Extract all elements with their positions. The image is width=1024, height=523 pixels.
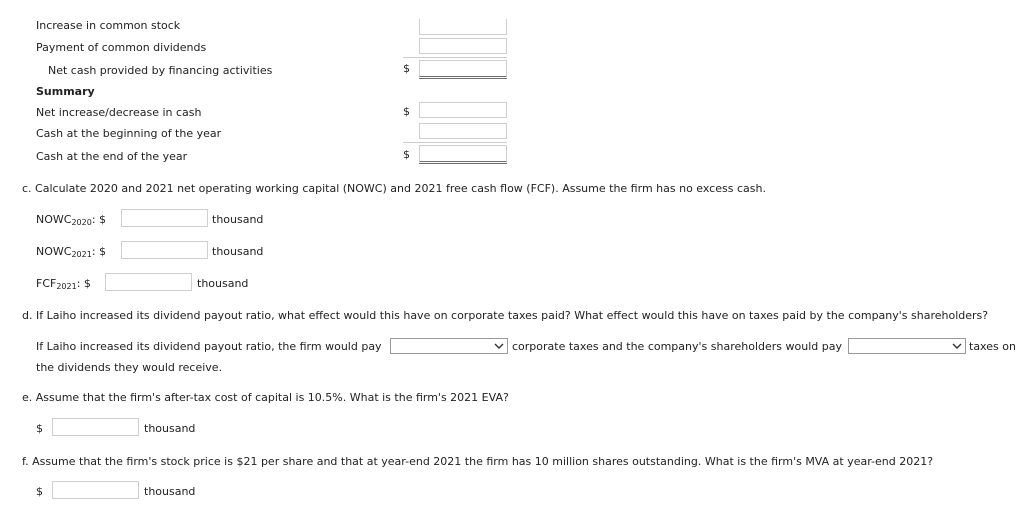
unit-label: thousand xyxy=(212,213,264,226)
corporate-tax-effect-select[interactable] xyxy=(390,338,508,354)
label-fcf-2021: $FCF_{2021}$: $ xyxy=(36,277,91,291)
unit-label: thousand xyxy=(144,422,196,435)
chevron-down-icon xyxy=(494,340,504,352)
unit-label: thousand xyxy=(197,277,249,290)
currency-sign: $ xyxy=(403,105,410,118)
question-e: e. Assume that the firm's after-tax cost of capital is 10.5%. What is the firm's 2021 EVA? xyxy=(22,391,509,404)
label-nowc-2020: $NOWC_{2020}$: $ xyxy=(36,213,107,227)
answer-d-mid: corporate taxes and the company's shareholders would pay xyxy=(512,340,842,353)
unit-label: thousand xyxy=(212,245,264,258)
nowc-2020-input[interactable] xyxy=(121,209,208,227)
currency-sign: $ xyxy=(36,485,43,498)
mva-input[interactable] xyxy=(52,481,139,499)
label-cash-end: Cash at the end of the year xyxy=(36,150,188,163)
currency-sign: $ xyxy=(36,422,43,435)
unit-label: thousand xyxy=(144,485,196,498)
net-cash-financing-input[interactable] xyxy=(419,60,507,79)
question-c: c. Calculate 2020 and 2021 net operating working capital (NOWC) and 2021 free cash flow (FCF). Assume the firm has no excess cash. xyxy=(22,182,766,195)
fcf-2021-input[interactable] xyxy=(105,273,192,291)
currency-sign: $ xyxy=(403,62,410,75)
nowc-2021-input[interactable] xyxy=(121,241,208,259)
shareholder-tax-effect-select[interactable] xyxy=(848,338,966,354)
summary-heading: Summary xyxy=(36,85,95,98)
currency-sign: $ xyxy=(403,148,410,161)
payment-dividends-input[interactable] xyxy=(419,38,507,54)
label-payment-dividends: Payment of common dividends xyxy=(36,41,207,54)
cash-end-input[interactable] xyxy=(419,145,507,164)
net-increase-input[interactable] xyxy=(419,102,507,118)
label-increase-common-stock: Increase in common stock xyxy=(36,19,181,32)
subtotal-rule xyxy=(403,57,507,58)
eva-input[interactable] xyxy=(52,418,139,436)
answer-d-suffix: taxes on xyxy=(969,340,1016,353)
label-cash-beginning: Cash at the beginning of the year xyxy=(36,127,222,140)
cash-beginning-input[interactable] xyxy=(419,123,507,139)
answer-d-prefix: If Laiho increased its dividend payout ratio, the firm would pay xyxy=(36,340,382,353)
chevron-down-icon xyxy=(952,340,962,352)
label-net-cash-financing: Net cash provided by financing activities xyxy=(48,64,273,77)
question-f: f. Assume that the firm's stock price is $21 per share and that at year-end 2021 the firm has 10 million shares outstanding. What is the firm's MVA at year-end 2021? xyxy=(22,455,934,468)
answer-d-end: the dividends they would receive. xyxy=(36,361,223,374)
subtotal-rule xyxy=(403,142,507,143)
label-net-increase: Net increase/decrease in cash xyxy=(36,106,202,119)
label-nowc-2021: $NOWC_{2021}$: $ xyxy=(36,245,107,259)
question-d: d. If Laiho increased its dividend payout ratio, what effect would this have on corporate taxes paid? What effect would this have on taxes paid by the company's shareholders? xyxy=(22,309,989,322)
increase-common-stock-input[interactable] xyxy=(419,19,507,35)
